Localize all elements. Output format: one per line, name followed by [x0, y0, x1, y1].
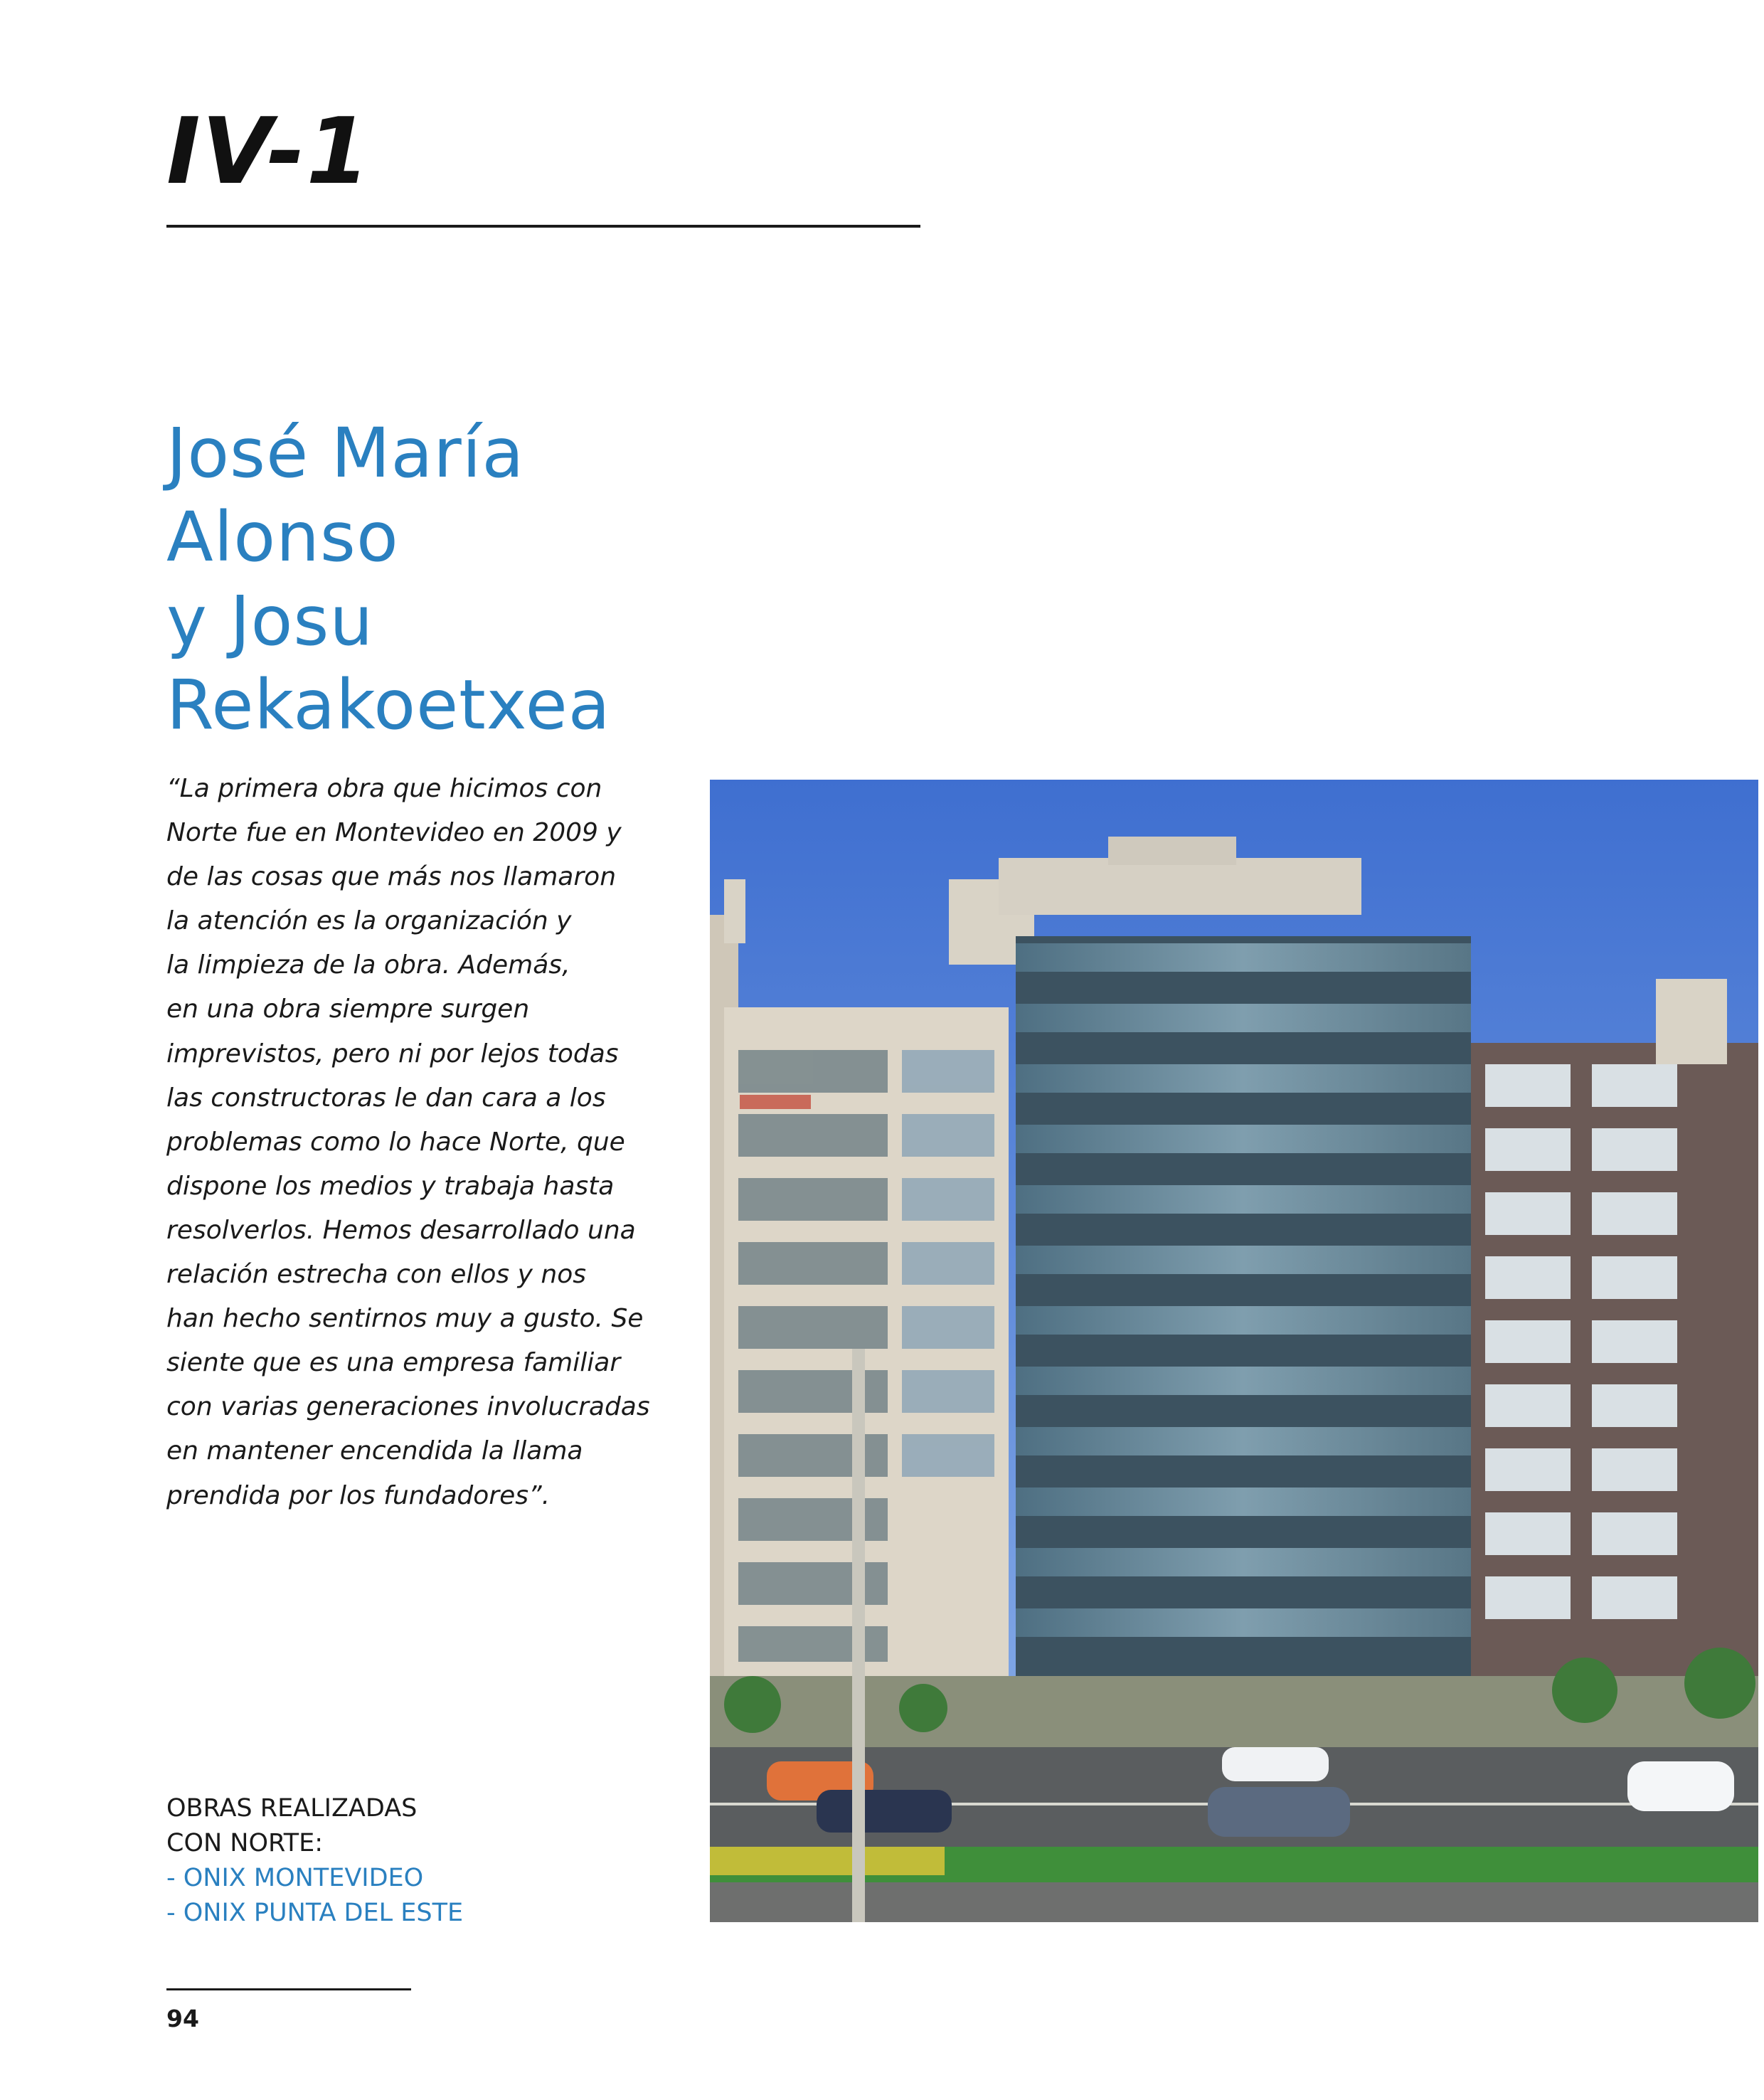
quote-line: de las cosas que más nos llamaron: [166, 862, 617, 892]
work-item-onix-punta-del-este[interactable]: - ONIX PUNTA DEL ESTE: [166, 1899, 464, 1927]
quote-line: la limpieza de la obra. Además,: [166, 950, 570, 980]
footer-divider: [166, 1988, 411, 1990]
quote-line: prendida por los fundadores”.: [166, 1480, 551, 1510]
person-name-line: José María: [166, 413, 525, 493]
quote-line: las constructoras le dan cara a los: [166, 1083, 606, 1113]
quote-line: en una obra siempre surgen: [166, 995, 530, 1024]
person-name-line: Rekakoetxea: [166, 665, 611, 745]
testimonial-quote: [166, 767, 792, 1518]
quote-line: la atención es la organización y: [166, 906, 572, 936]
page-number: 94: [166, 2005, 199, 2032]
quote-line: “La primera obra que hicimos con: [166, 774, 602, 803]
quote-line: resolverlos. Hemos desarrollado una: [166, 1215, 636, 1245]
works-heading: CON NORTE:: [166, 1829, 324, 1857]
section-number: IV-1: [166, 99, 371, 205]
quote-line: con varias generaciones involucradas: [166, 1392, 650, 1422]
quote-line: problemas como lo hace Norte, que: [166, 1127, 625, 1157]
section-divider: [166, 225, 920, 228]
quote-line: han hecho sentirnos muy a gusto. Se: [166, 1304, 644, 1334]
person-name-line: Alonso: [166, 497, 399, 577]
works-list: [166, 1791, 735, 1931]
quote-line: siente que es una empresa familiar: [166, 1348, 621, 1378]
work-item-onix-montevideo[interactable]: - ONIX MONTEVIDEO: [166, 1864, 424, 1892]
quote-line: Norte fue en Montevideo en 2009 y: [166, 818, 622, 848]
person-name: [166, 411, 807, 747]
building-photo-illustration: [710, 780, 1758, 1922]
quote-line: relación estrecha con ellos y nos: [166, 1260, 586, 1290]
quote-line: en mantener encendida la llama: [166, 1436, 583, 1466]
works-heading: OBRAS REALIZADAS: [166, 1794, 418, 1823]
quote-line: dispone los medios y trabaja hasta: [166, 1171, 615, 1201]
quote-line: imprevistos, pero ni por lejos todas: [166, 1039, 619, 1068]
person-name-line: y Josu: [166, 581, 374, 661]
building-photo: [710, 780, 1758, 1922]
